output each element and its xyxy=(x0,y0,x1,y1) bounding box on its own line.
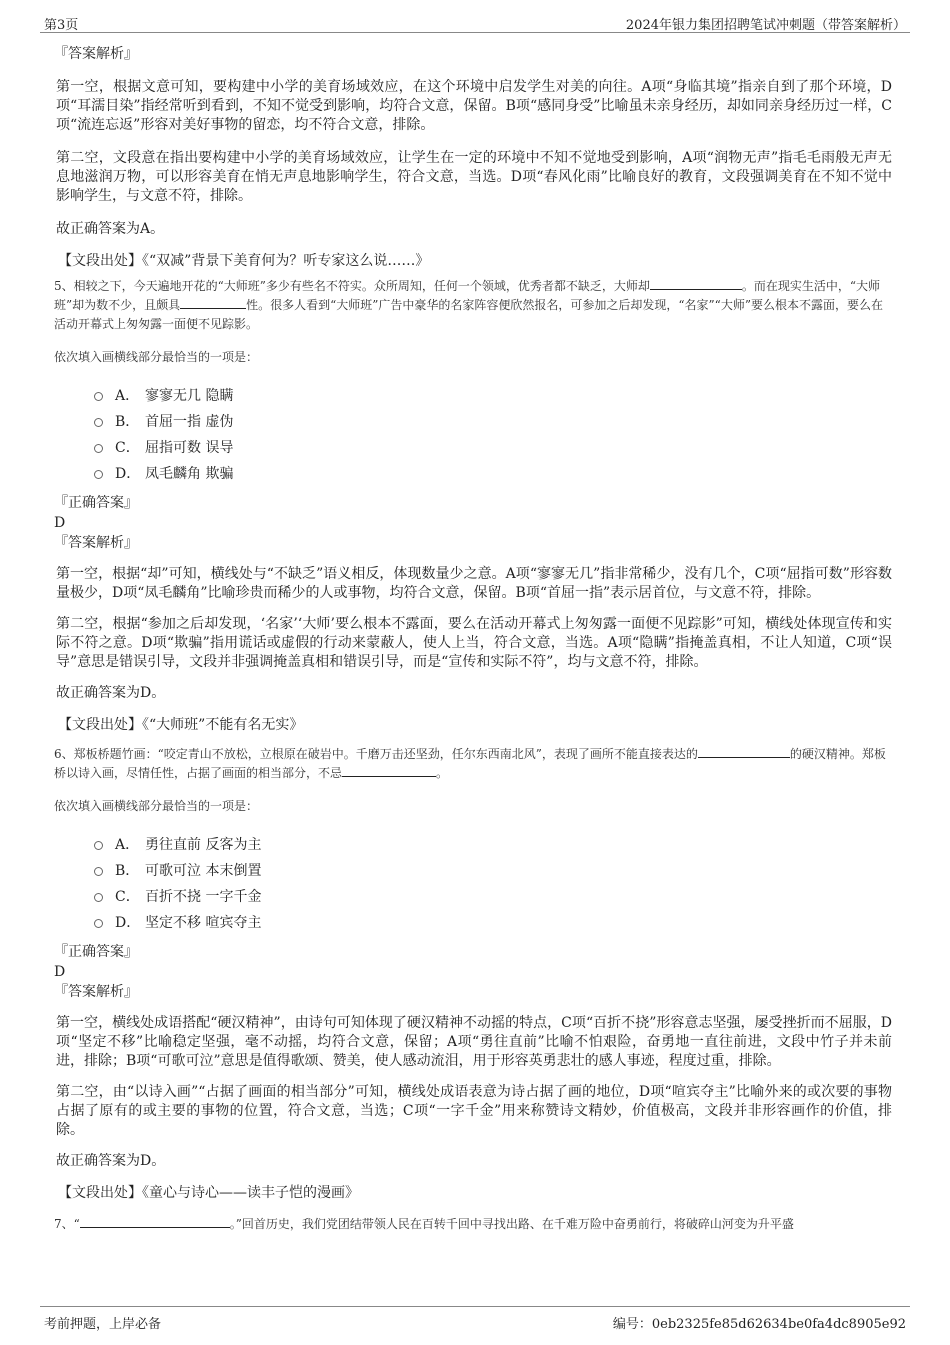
question-text: 6、郑板桥题竹画：“咬定青山不放松，立根原在破岩中。千磨万击还坚劲，任尔东西南北风”，表现了画所不能直接表达的 xyxy=(54,747,698,761)
radio-icon[interactable] xyxy=(94,418,103,427)
option-a[interactable]: A． 勇往直前 反客为主 xyxy=(94,832,892,858)
radio-icon[interactable] xyxy=(94,893,103,902)
page-footer xyxy=(40,1306,910,1332)
answer-conclusion: 故正确答案为D。 xyxy=(56,1153,166,1169)
question-text: 7、“ xyxy=(54,1217,80,1231)
question-text: 的硬汉精神。郑板桥以诗入画，尽情任性，占据了画面的相当部分，不忌 xyxy=(54,747,886,780)
analysis-paragraph: 第二空，由“以诗入画”“占据了画面的相当部分”可知，横线处成语表意为诗占据了画的地位，D项“喧宾夺主”比喻外来的或次要的事物占据了原有的或主要的事物的位置，符合文意，当选；C项“一字千金”用来称赞诗文精妙，价值极高，文段并非形容画作的价值，排除。 xyxy=(56,1084,892,1138)
text-source: 【文段出处】《“双减”背景下美育何为？听专家这么说……》 xyxy=(58,253,430,269)
answer-options xyxy=(94,832,892,936)
option-c[interactable]: C． 百折不挠 一字千金 xyxy=(94,884,892,910)
correct-answer: D xyxy=(54,515,66,531)
page-header xyxy=(40,12,910,33)
radio-icon[interactable] xyxy=(94,919,103,928)
question-text: 。 xyxy=(436,766,449,780)
fill-blank xyxy=(342,764,436,777)
option-d[interactable]: D． 凤毛麟角 欺骗 xyxy=(94,461,892,487)
analysis-label: 『答案解析』 xyxy=(54,984,138,1000)
answer-options xyxy=(94,383,892,487)
question-text: 。”回首历史，我们党团结带领人民在百转千回中寻找出路、在千难万险中奋勇前行，将破碎山河变为升平盛 xyxy=(229,1217,794,1231)
question-prompt: 依次填入画横线部分最恰当的一项是： xyxy=(54,350,259,364)
fill-blank xyxy=(80,1215,230,1228)
question-prompt: 依次填入画横线部分最恰当的一项是： xyxy=(54,799,259,813)
option-c[interactable]: C． 屈指可数 误导 xyxy=(94,435,892,461)
radio-icon[interactable] xyxy=(94,392,103,401)
fill-blank xyxy=(180,296,246,309)
analysis-label: 『答案解析』 xyxy=(54,535,138,551)
page-number: 第3页 xyxy=(44,18,79,33)
option-b[interactable]: B． 可歌可泣 本末倒置 xyxy=(94,858,892,884)
footer-slogan: 考前押题，上岸必备 xyxy=(44,1317,162,1332)
analysis-paragraph: 第一空，根据文意可知，要构建中小学的美育场域效应，在这个环境中启发学生对美的向往。A项“身临其境”指亲自到了那个环境，D项“耳濡目染”指经常听到看到，不知不觉受到影响，均符合文意，保留。B项“感同身受”比喻虽未亲身经历，却如同亲身经历过一样，C项“流连忘返”形容对美好事物的留恋，均不符合文意，排除。 xyxy=(56,79,892,133)
option-d[interactable]: D． 坚定不移 喧宾夺主 xyxy=(94,910,892,936)
option-a[interactable]: A． 寥寥无几 隐瞒 xyxy=(94,383,892,409)
text-source: 【文段出处】《童心与诗心——读丰子恺的漫画》 xyxy=(58,1185,359,1201)
radio-icon[interactable] xyxy=(94,841,103,850)
question-text: 。而在现实生活中，“大师班”却为数不少，且颇具 xyxy=(54,279,881,312)
radio-icon[interactable] xyxy=(94,444,103,453)
text-source: 【文段出处】《“大师班”不能有名无实》 xyxy=(58,717,304,733)
document-id: 编号：0eb2325fe85d62634be0fa4dc8905e92 xyxy=(612,1317,906,1332)
answer-conclusion: 故正确答案为A。 xyxy=(56,221,165,237)
answer-conclusion: 故正确答案为D。 xyxy=(56,685,166,701)
analysis-label: 『答案解析』 xyxy=(54,46,138,62)
analysis-paragraph: 第二空，文段意在指出要构建中小学的美育场域效应，让学生在一定的环境中不知不觉地受到影响，A项“润物无声”指毛毛雨般无声无息地滋润万物，可以形容美育在悄无声息地影响学生，符合文意，当选。D项“春风化雨”比喻良好的教育，文段强调美育在不知不觉中影响学生，与文意不符，排除。 xyxy=(56,150,892,204)
option-b[interactable]: B． 首屈一指 虚伪 xyxy=(94,409,892,435)
correct-answer-label: 『正确答案』 xyxy=(54,944,138,960)
analysis-paragraph: 第一空，横线处成语搭配“硬汉精神”，由诗句可知体现了硬汉精神不动摇的特点，C项“百折不挠”形容意志坚强，屡受挫折而不屈服，D项“坚定不移”比喻稳定坚强，毫不动摇，均符合文意，保留；A项“勇往直前”比喻不怕艰险，奋勇地一直往前进，文段中竹子并未前进，排除；B项“可歌可泣”意思是值得歌颂、赞美，使人感动流泪，用于形容英勇悲壮的感人事迹，程度过重，排除。 xyxy=(56,1015,892,1069)
question-6 xyxy=(54,745,892,783)
question-text: 5、相较之下，今天遍地开花的“大师班”多少有些名不符实。众所周知，任何一个领域，优秀者都不缺乏，大师却 xyxy=(54,279,650,293)
radio-icon[interactable] xyxy=(94,867,103,876)
page-content xyxy=(54,44,892,1234)
correct-answer-label: 『正确答案』 xyxy=(54,495,138,511)
question-5 xyxy=(54,277,892,334)
question-text: 性。很多人看到“大师班”广告中豪华的名家阵容便欣然报名，可参加之后却发现，“名家”“大师”要么根本不露面，要么在活动开幕式上匆匆露一面便不见踪影。 xyxy=(54,298,883,331)
correct-answer: D xyxy=(54,964,66,980)
question-7 xyxy=(54,1215,892,1234)
radio-icon[interactable] xyxy=(94,470,103,479)
analysis-paragraph: 第二空，根据“参加之后却发现，‘名家’‘大师’要么根本不露面，要么在活动开幕式上匆匆露一面便不见踪影”可知，横线处体现宣传和实际不符之意。D项“欺骗”指用谎话或虚假的行动来蒙蔽人，使人上当，符合文意，当选。A项“隐瞒”指掩盖真相，不让人知道，C项“误导”意思是错误引导，文段并非强调掩盖真相和错误引导，而是“宣传和实际不符”，均与文意不符，排除。 xyxy=(56,616,892,670)
fill-blank xyxy=(698,745,790,758)
fill-blank xyxy=(650,277,742,290)
document-title: 2024年银力集团招聘笔试冲刺题（带答案解析） xyxy=(625,18,906,33)
analysis-paragraph: 第一空，根据“却”可知，横线处与“不缺乏”语义相反，体现数量少之意。A项“寥寥无几”指非常稀少，没有几个，C项“屈指可数”形容数量极少，D项“凤毛麟角”比喻珍贵而稀少的人或事物，均符合文意，保留。B项“首屈一指”表示居首位，与文意不符，排除。 xyxy=(56,566,892,601)
